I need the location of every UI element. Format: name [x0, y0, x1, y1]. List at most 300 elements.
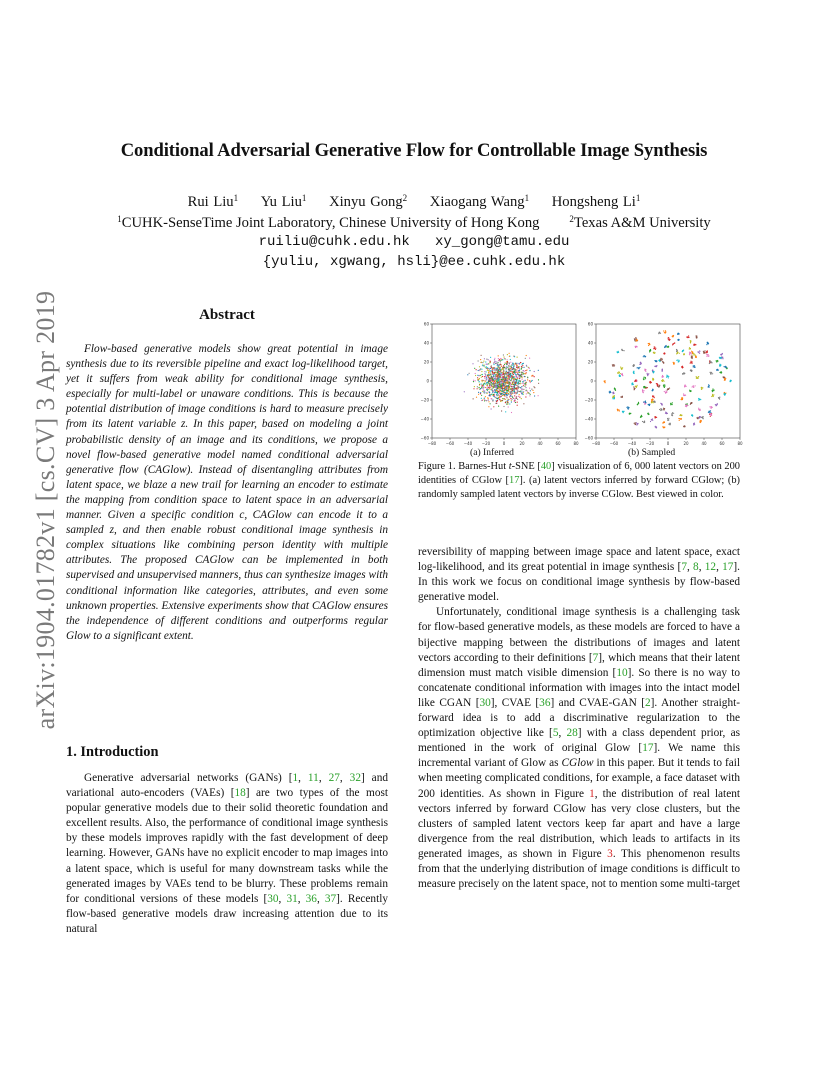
scatter-point — [474, 386, 475, 387]
scatter-point — [511, 395, 512, 396]
scatter-point — [719, 397, 720, 398]
scatter-point — [663, 421, 664, 422]
scatter-point — [495, 383, 496, 384]
scatter-point — [721, 357, 722, 358]
scatter-point — [486, 377, 487, 378]
scatter-point — [510, 377, 511, 378]
scatter-point — [687, 337, 688, 338]
scatter-point — [515, 382, 516, 383]
author: Xinyu Gong$^2$ — [329, 193, 408, 210]
scatter-point — [515, 375, 516, 376]
scatter-point — [708, 412, 709, 413]
scatter-point — [639, 364, 640, 365]
scatter-point — [506, 377, 507, 378]
x-tick-label: 40 — [701, 441, 707, 446]
scatter-point — [499, 384, 500, 385]
scatter-point — [506, 386, 507, 387]
scatter-point — [683, 393, 684, 394]
scatter-point — [467, 374, 468, 375]
scatter-point — [512, 376, 513, 377]
scatter-point — [635, 338, 636, 339]
scatter-point — [698, 408, 699, 409]
scatter-point — [501, 372, 502, 373]
scatter-point — [716, 405, 717, 406]
scatter-point — [672, 414, 673, 415]
scatter-point — [508, 375, 509, 376]
scatter-point — [524, 371, 525, 372]
scatter-point — [503, 370, 504, 371]
scatter-point — [512, 399, 513, 400]
scatter-point — [648, 404, 649, 405]
scatter-point — [521, 386, 522, 387]
scatter-point — [507, 354, 508, 355]
scatter-point — [614, 396, 615, 397]
scatter-point — [475, 380, 476, 381]
scatter-point — [524, 386, 525, 387]
scatter-point — [512, 365, 513, 366]
scatter-point — [507, 381, 508, 382]
scatter-point — [682, 399, 683, 400]
scatter-point — [495, 374, 496, 375]
scatter-point — [693, 387, 694, 388]
scatter-point — [716, 404, 717, 405]
scatter-point — [521, 389, 522, 390]
y-tick-label: 0 — [426, 378, 429, 384]
scatter-point — [701, 387, 702, 388]
scatter-point — [681, 397, 682, 398]
scatter-point — [507, 388, 508, 389]
scatter-point — [523, 370, 524, 371]
scatter-point — [641, 416, 642, 417]
scatter-point — [523, 385, 524, 386]
scatter-point — [491, 385, 492, 386]
scatter-point — [483, 390, 484, 391]
scatter-point — [667, 419, 668, 420]
scatter-point — [643, 377, 644, 378]
scatter-point — [706, 344, 707, 345]
scatter-point — [488, 363, 489, 364]
scatter-point — [620, 375, 621, 376]
y-tick-label: 0 — [590, 378, 593, 384]
scatter-point — [664, 384, 665, 385]
y-tick-label: −40 — [420, 416, 429, 422]
scatter-point — [513, 398, 514, 399]
scatter-point — [495, 372, 496, 373]
scatter-point — [479, 378, 480, 379]
scatter-point — [702, 417, 703, 418]
scatter-point — [643, 422, 644, 423]
scatter-point — [507, 383, 508, 384]
scatter-point — [521, 398, 522, 399]
scatter-point — [659, 360, 660, 361]
scatter-point — [486, 364, 487, 365]
scatter-point — [514, 363, 515, 364]
scatter-point — [486, 400, 487, 401]
scatter-point — [515, 384, 516, 385]
scatter-point — [520, 376, 521, 377]
scatter-point — [708, 354, 709, 355]
scatter-point — [628, 407, 629, 408]
scatter-point — [664, 387, 665, 388]
scatter-point — [501, 388, 502, 389]
citation: 28 — [566, 727, 578, 740]
scatter-point — [654, 366, 655, 367]
scatter-point — [644, 369, 645, 370]
scatter-point — [669, 423, 670, 424]
scatter-point — [489, 385, 490, 386]
x-tick-label: −80 — [427, 441, 437, 446]
scatter-point — [491, 408, 492, 409]
scatter-point — [493, 406, 494, 407]
author: Rui Liu$^1$ — [187, 193, 239, 210]
citation: 2 — [644, 696, 651, 709]
scatter-point — [498, 379, 499, 380]
y-tick-label: 40 — [423, 340, 429, 346]
scatter-point — [483, 387, 484, 388]
scatter-point — [507, 402, 508, 403]
scatter-point — [530, 382, 531, 383]
scatter-point — [492, 392, 493, 393]
scatter-point — [725, 393, 726, 394]
affiliation-2: Texas A&M University — [573, 215, 711, 231]
plot-frame — [596, 324, 740, 438]
scatter-point — [507, 367, 508, 368]
scatter-point — [667, 413, 668, 414]
scatter-point — [496, 361, 497, 362]
scatter-point — [487, 390, 488, 391]
scatter-point — [482, 362, 483, 363]
scatter-point — [667, 418, 668, 419]
scatter-point — [501, 370, 502, 371]
scatter-point — [525, 358, 526, 359]
scatter-point — [469, 373, 470, 374]
scatter-point — [689, 353, 690, 354]
scatter-point — [649, 404, 650, 405]
abstract-heading: Abstract — [199, 307, 255, 323]
scatter-point — [493, 364, 494, 365]
x-tick-label: 80 — [573, 441, 579, 446]
scatter-point — [507, 359, 508, 360]
scatter-point — [512, 397, 513, 398]
scatter-point — [690, 352, 691, 353]
scatter-point — [483, 388, 484, 389]
scatter-point — [525, 396, 526, 397]
scatter-point — [508, 388, 509, 389]
scatter-point — [500, 386, 501, 387]
scatter-point — [527, 391, 528, 392]
scatter-point — [514, 372, 515, 373]
y-tick-label: 20 — [423, 359, 429, 365]
scatter-point — [511, 401, 512, 402]
scatter-point — [516, 366, 517, 367]
scatter-point — [649, 381, 650, 382]
scatter-point — [538, 395, 539, 396]
scatter-point — [517, 388, 518, 389]
scatter-point — [532, 380, 533, 381]
scatter-point — [662, 361, 663, 362]
scatter-point — [475, 375, 476, 376]
scatter-point — [494, 395, 495, 396]
scatter-point — [538, 379, 539, 380]
y-tick-label: 40 — [587, 340, 593, 346]
scatter-point — [691, 351, 692, 352]
y-tick-label: 60 — [423, 321, 429, 327]
scatter-point — [491, 367, 492, 368]
scatter-point — [725, 366, 726, 367]
y-tick-label: −60 — [420, 435, 429, 441]
scatter-point — [720, 372, 721, 373]
scatter-point — [648, 373, 649, 374]
scatter-point — [517, 392, 518, 393]
scatter-point — [649, 351, 650, 352]
scatter-point — [496, 379, 497, 380]
scatter-point — [494, 390, 495, 391]
scatter-point — [479, 387, 480, 388]
subcaption-sampled: (b) Sampled — [628, 447, 676, 458]
scatter-point — [656, 361, 657, 362]
scatter-point — [480, 375, 481, 376]
scatter-point — [655, 417, 656, 418]
scatter-point — [503, 392, 504, 393]
scatter-point — [498, 391, 499, 392]
scatter-point — [495, 397, 496, 398]
scatter-point — [486, 371, 487, 372]
scatter-point — [656, 427, 657, 428]
scatter-point — [480, 359, 481, 360]
scatter-point — [503, 354, 504, 355]
scatter-point — [632, 382, 633, 383]
citation: 40 — [540, 461, 552, 472]
scatter-point — [685, 385, 686, 386]
scatter-point — [514, 393, 515, 394]
scatter-point — [527, 377, 528, 378]
scatter-point — [519, 391, 520, 392]
scatter-point — [492, 399, 493, 400]
scatter-point — [637, 385, 638, 386]
scatter-point — [623, 411, 624, 412]
scatter-point — [677, 350, 678, 351]
scatter-point — [499, 399, 500, 400]
scatter-point — [663, 381, 664, 382]
scatter-point — [488, 398, 489, 399]
scatter-point — [496, 390, 497, 391]
scatter-point — [488, 381, 489, 382]
scatter-point — [621, 369, 622, 370]
scatter-point — [712, 388, 713, 389]
scatter-point — [711, 362, 712, 363]
scatter-point — [501, 384, 502, 385]
scatter-point — [693, 354, 694, 355]
scatter-point — [493, 367, 494, 368]
scatter-point — [505, 384, 506, 385]
scatter-point — [484, 399, 485, 400]
scatter-point — [486, 382, 487, 383]
citation: 10 — [616, 666, 628, 679]
scatter-point — [695, 356, 696, 357]
scatter-point — [645, 378, 646, 379]
scatter-point — [506, 387, 507, 388]
scatter-point — [643, 387, 644, 388]
scatter-point — [614, 388, 615, 389]
scatter-point — [511, 384, 512, 385]
scatter-point — [501, 366, 502, 367]
scatter-point — [691, 362, 692, 363]
scatter-point — [522, 393, 523, 394]
scatter-point — [510, 359, 511, 360]
scatter-point — [633, 386, 634, 387]
intro-paragraph: Generative adversarial networks (GANs) [1, 11, 27, 32] and variational auto-encoders (VAEs) [18] are two types of the most popular generative models due to their solid theoretic foundation and excellent results. Also, the performance of conditional image synthesis by these models improves rapidly with the fast development of deep learning. However, GANs have no explicit encoder to map images into a latent space, which is useful for many downstream tasks while the generated images by VAEs tend to be blurry. These problems remain for conditional versions of these models [30, 31, 36, 37]. Recently flow-based generative models draw increasing attention due to its natural — [66, 772, 388, 935]
scatter-point — [674, 343, 675, 344]
scatter-point — [529, 368, 530, 369]
scatter-point — [525, 370, 526, 371]
x-tick-label: 0 — [502, 441, 506, 446]
scatter-point — [503, 406, 504, 407]
scatter-point — [519, 378, 520, 379]
scatter-point — [519, 381, 520, 382]
scatter-point — [672, 402, 673, 403]
scatter-point — [528, 367, 529, 368]
scatter-point — [501, 379, 502, 380]
scatter-point — [673, 362, 674, 363]
scatter-point — [487, 386, 488, 387]
scatter-point — [498, 377, 499, 378]
scatter-point — [666, 346, 667, 347]
y-tick-label: −60 — [584, 435, 593, 441]
scatter-point — [721, 354, 722, 355]
scatter-point — [617, 352, 618, 353]
scatter-point — [538, 370, 539, 371]
scatter-point — [655, 426, 656, 427]
scatter-point — [501, 382, 502, 383]
citation: 37 — [324, 892, 337, 905]
scatter-point — [531, 375, 532, 376]
scatter-point — [496, 387, 497, 388]
scatter-point — [473, 380, 474, 381]
scatter-point — [691, 355, 692, 356]
scatter-point — [698, 376, 699, 377]
scatter-point — [523, 383, 524, 384]
scatter-point — [691, 403, 692, 404]
scatter-point — [506, 383, 507, 384]
scatter-point — [489, 394, 490, 395]
scatter-point — [632, 384, 633, 385]
scatter-point — [691, 363, 692, 364]
scatter-point — [474, 368, 475, 369]
scatter-point — [506, 397, 507, 398]
scatter-point — [529, 380, 530, 381]
scatter-point — [508, 399, 509, 400]
scatter-point — [692, 386, 693, 387]
scatter-point — [494, 358, 495, 359]
figure-ref: 3 — [607, 847, 613, 860]
scatter-point — [488, 406, 489, 407]
scatter-point — [487, 392, 488, 393]
scatter-point — [711, 408, 712, 409]
scatter-point — [710, 412, 711, 413]
scatter-point — [692, 355, 693, 356]
scatter-point — [636, 346, 637, 347]
scatter-point — [509, 386, 510, 387]
scatter-point — [678, 339, 679, 340]
scatter-point — [538, 383, 539, 384]
scatter-point — [634, 388, 635, 389]
email-line-1: ruiliu@cuhk.edu.hk xy_gong@tamu.edu — [258, 234, 570, 250]
scatter-point — [612, 398, 613, 399]
scatter-point — [667, 389, 668, 390]
scatter-point — [506, 368, 507, 369]
scatter-point — [529, 395, 530, 396]
scatter-point — [637, 367, 638, 368]
scatter-point — [514, 384, 515, 385]
scatter-point — [503, 365, 504, 366]
scatter-point — [486, 359, 487, 360]
scatter-point — [726, 367, 727, 368]
citation: 7 — [592, 651, 599, 664]
citation: 7 — [681, 561, 687, 574]
scatter-point — [508, 385, 509, 386]
x-tick-label: −60 — [609, 441, 619, 446]
scatter-point — [516, 367, 517, 368]
scatter-point — [648, 343, 649, 344]
scatter-point — [509, 362, 510, 363]
scatter-point — [515, 398, 516, 399]
scatter-point — [660, 410, 661, 411]
scatter-point — [509, 370, 510, 371]
scatter-point — [496, 381, 497, 382]
scatter-point — [500, 401, 501, 402]
scatter-point — [622, 367, 623, 368]
scatter-point — [645, 377, 646, 378]
scatter-point — [690, 370, 691, 371]
scatter-point — [504, 385, 505, 386]
scatter-point — [518, 396, 519, 397]
scatter-point — [666, 390, 667, 391]
scatter-point — [668, 418, 669, 419]
scatter-point — [516, 381, 517, 382]
scatter-point — [716, 369, 717, 370]
scatter-point — [655, 352, 656, 353]
scatter-point — [618, 371, 619, 372]
scatter-point — [695, 367, 696, 368]
scatter-point — [482, 374, 483, 375]
scatter-point — [497, 392, 498, 393]
scatter-point — [525, 373, 526, 374]
scatter-point — [621, 397, 622, 398]
scatter-point — [507, 390, 508, 391]
scatter-point — [724, 377, 725, 378]
scatter-point — [662, 359, 663, 360]
scatter-point — [530, 394, 531, 395]
scatter-point — [484, 390, 485, 391]
scatter-point — [511, 386, 512, 387]
scatter-point — [500, 364, 501, 365]
scatter-point — [639, 367, 640, 368]
scatter-point — [482, 385, 483, 386]
scatter-point — [673, 344, 674, 345]
scatter-point — [645, 402, 646, 403]
scatter-point — [488, 377, 489, 378]
scatter-point — [521, 374, 522, 375]
scatter-point — [487, 374, 488, 375]
scatter-point — [529, 388, 530, 389]
scatter-point — [488, 400, 489, 401]
scatter-point — [711, 390, 712, 391]
scatter-point — [485, 361, 486, 362]
scatter-point — [640, 362, 641, 363]
citation: 17 — [642, 742, 654, 755]
scatter-point — [485, 381, 486, 382]
scatter-point — [660, 408, 661, 409]
